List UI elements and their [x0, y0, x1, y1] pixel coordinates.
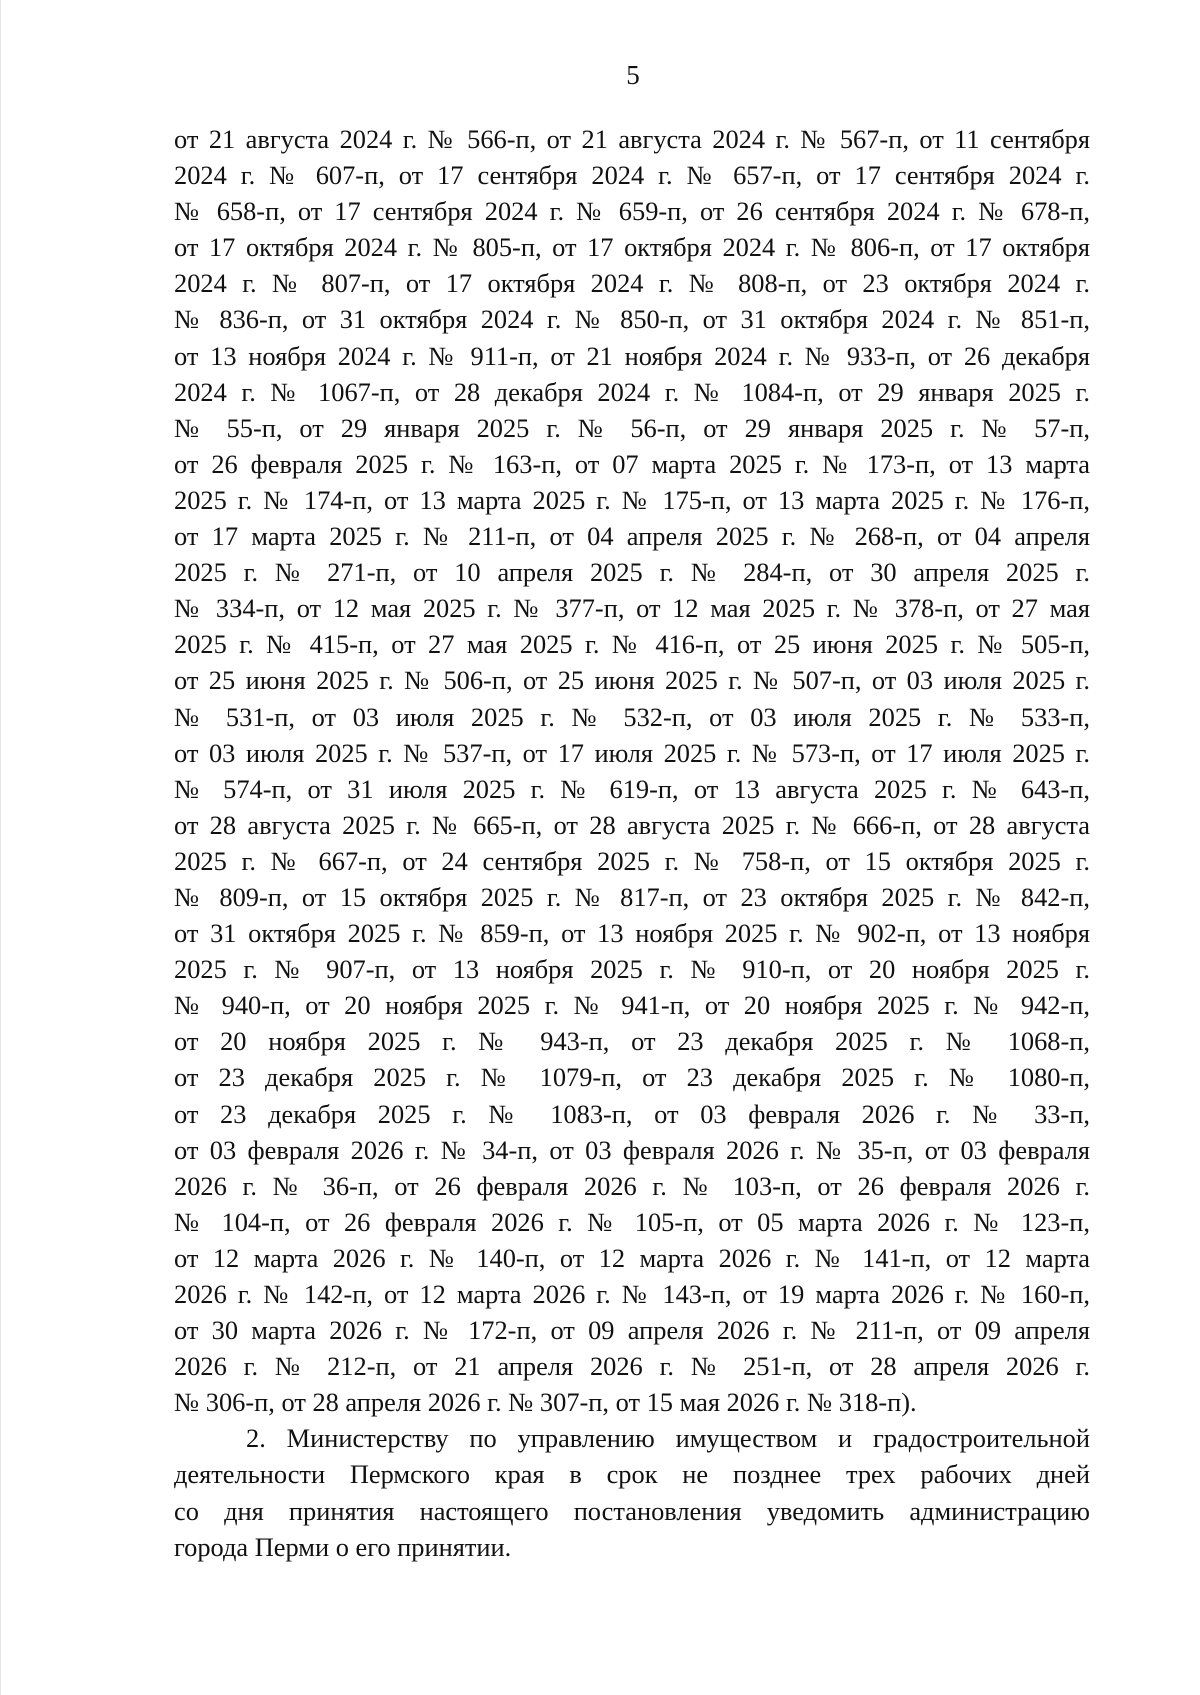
text-line: № 531-п, от 03 июля 2025 г. № 532-п, от 03 июля 2025 г. № 533-п,	[174, 701, 1090, 732]
text-line: № 104-п, от 26 февраля 2026 г. № 105-п, от 05 марта 2026 г. № 123-п,	[174, 1206, 1090, 1237]
text-line: со дня принятия настоящего постановления уведомить администрацию	[174, 1495, 1090, 1526]
text-line: от 23 декабря 2025 г. № 1083-п, от 03 февраля 2026 г. № 33-п,	[174, 1098, 1090, 1129]
text-line: № 940-п, от 20 ноября 2025 г. № 941-п, от 20 ноября 2025 г. № 942-п,	[174, 990, 1090, 1021]
text-line: от 03 февраля 2026 г. № 34-п, от 03 февраля 2026 г. № 35-п, от 03 февраля	[174, 1134, 1090, 1165]
text-line: № 306-п, от 28 апреля 2026 г. № 307-п, от 15 мая 2026 г. № 318-п).	[174, 1387, 917, 1418]
text-line: 2025 г. № 271-п, от 10 апреля 2025 г. № 284-п, от 30 апреля 2025 г.	[174, 557, 1090, 588]
text-line: от 13 ноября 2024 г. № 911-п, от 21 ноября 2024 г. № 933-п, от 26 декабря	[174, 340, 1090, 371]
text-line: 2025 г. № 415-п, от 27 мая 2025 г. № 416-п, от 25 июня 2025 г. № 505-п,	[174, 629, 1090, 660]
text-line: 2026 г. № 212-п, от 21 апреля 2026 г. № 251-п, от 28 апреля 2026 г.	[174, 1351, 1090, 1382]
text-line: от 25 июня 2025 г. № 506-п, от 25 июня 2025 г. № 507-п, от 03 июля 2025 г.	[174, 665, 1090, 696]
text-line: от 28 августа 2025 г. № 665-п, от 28 августа 2025 г. № 666-п, от 28 августа	[174, 809, 1090, 840]
text-line: 2026 г. № 142-п, от 12 марта 2026 г. № 143-п, от 19 марта 2026 г. № 160-п,	[174, 1279, 1090, 1309]
text-line: 2024 г. № 1067-п, от 28 декабря 2024 г. № 1084-п, от 29 января 2025 г.	[174, 376, 1090, 407]
text-line: 2026 г. № 36-п, от 26 февраля 2026 г. № 103-п, от 26 февраля 2026 г.	[174, 1170, 1090, 1201]
text-line: № 836-п, от 31 октября 2024 г. № 850-п, от 31 октября 2024 г. № 851-п,	[174, 304, 1090, 335]
text-line: 2025 г. № 907-п, от 13 ноября 2025 г. № 910-п, от 20 ноября 2025 г.	[174, 954, 1090, 985]
text-line: от 17 марта 2025 г. № 211-п, от 04 апреля 2025 г. № 268-п, от 04 апреля	[174, 521, 1090, 552]
text-line: от 20 ноября 2025 г. № 943-п, от 23 декабря 2025 г. № 1068-п,	[174, 1026, 1090, 1057]
text-line: № 55-п, от 29 января 2025 г. № 56-п, от 29 января 2025 г. № 57-п,	[174, 412, 1090, 443]
text-line: от 30 марта 2026 г. № 172-п, от 09 апреля 2026 г. № 211-п, от 09 апреля	[174, 1315, 1090, 1346]
text-line: 2025 г. № 667-п, от 24 сентября 2025 г. № 758-п, от 15 октября 2025 г.	[174, 845, 1090, 876]
text-line: 2024 г. № 807-п, от 17 октября 2024 г. № 808-п, от 23 октября 2024 г.	[174, 268, 1090, 299]
paragraph-decree-list	[174, 121, 1090, 1420]
text-line: № 809-п, от 15 октября 2025 г. № 817-п, от 23 октября 2025 г. № 842-п,	[174, 881, 1090, 912]
text-line: 2024 г. № 607-п, от 17 сентября 2024 г. № 657-п, от 17 сентября 2024 г.	[174, 160, 1090, 191]
text-line: от 17 октября 2024 г. № 805-п, от 17 октября 2024 г. № 806-п, от 17 октября	[174, 232, 1090, 263]
text-line: от 23 декабря 2025 г. № 1079-п, от 23 декабря 2025 г. № 1080-п,	[174, 1062, 1090, 1093]
text-line: 2. Министерству по управлению имуществом и градостроительной	[246, 1423, 1090, 1454]
text-line: 2025 г. № 174-п, от 13 марта 2025 г. № 175-п, от 13 марта 2025 г. № 176-п,	[174, 484, 1090, 515]
text-line: деятельности Пермского края в срок не позднее трех рабочих дней	[174, 1459, 1090, 1490]
paragraph-item-2	[174, 1420, 1090, 1564]
text-line: от 21 августа 2024 г. № 566-п, от 21 августа 2024 г. № 567-п, от 11 сентября	[174, 124, 1090, 154]
text-line: № 334-п, от 12 мая 2025 г. № 377-п, от 12 мая 2025 г. № 378-п, от 27 мая	[174, 593, 1090, 624]
text-line: от 03 июля 2025 г. № 537-п, от 17 июля 2025 г. № 573-п, от 17 июля 2025 г.	[174, 737, 1090, 768]
text-line: от 12 марта 2026 г. № 140-п, от 12 марта 2026 г. № 141-п, от 12 марта	[174, 1242, 1090, 1273]
text-line: № 658-п, от 17 сентября 2024 г. № 659-п, от 26 сентября 2024 г. № 678-п,	[174, 196, 1090, 227]
page-number: 5	[626, 60, 640, 90]
text-line: от 31 октября 2025 г. № 859-п, от 13 ноября 2025 г. № 902-п, от 13 ноября	[174, 918, 1090, 949]
text-line: № 574-п, от 31 июля 2025 г. № 619-п, от 13 августа 2025 г. № 643-п,	[174, 773, 1090, 804]
document-body	[174, 121, 1090, 1565]
text-line: города Перми о его принятии.	[174, 1531, 512, 1562]
text-line: от 26 февраля 2025 г. № 163-п, от 07 марта 2025 г. № 173-п, от 13 марта	[174, 448, 1090, 479]
